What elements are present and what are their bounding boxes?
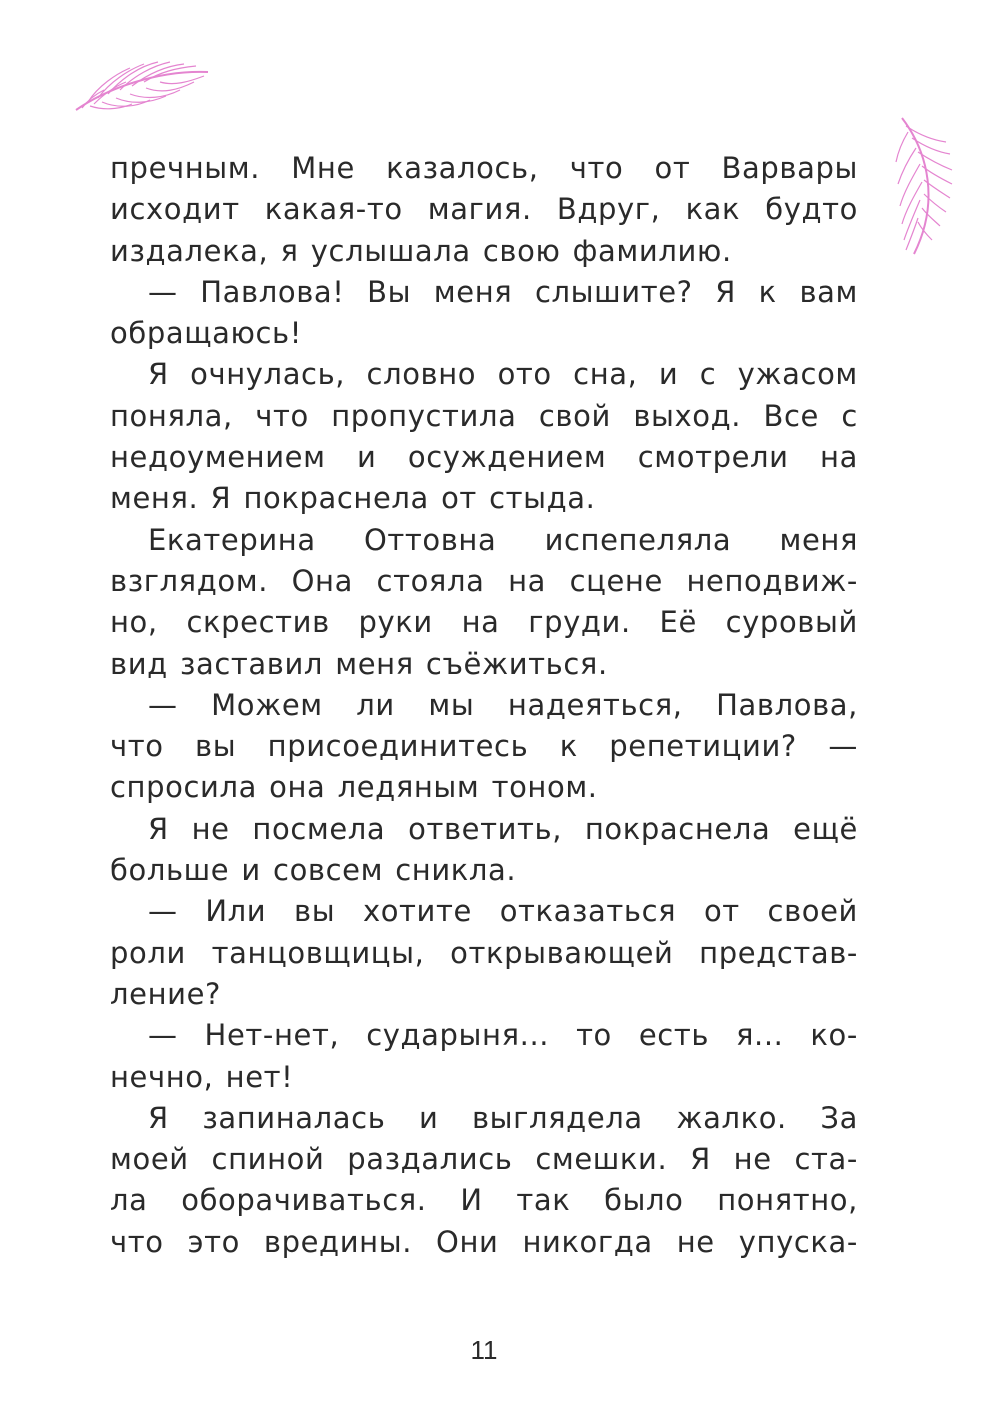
word: она bbox=[269, 770, 326, 805]
word: как bbox=[685, 192, 741, 227]
word: с bbox=[699, 357, 717, 392]
word: нет! bbox=[225, 1059, 294, 1094]
word: это bbox=[187, 1224, 240, 1259]
word: совсем bbox=[273, 853, 384, 888]
word: ото bbox=[497, 357, 552, 392]
word: посмела bbox=[252, 811, 386, 846]
word: Я bbox=[148, 1100, 169, 1135]
text-line bbox=[110, 602, 858, 643]
word: ледяным bbox=[337, 770, 480, 805]
word: к bbox=[559, 729, 578, 764]
feather-icon bbox=[68, 48, 218, 128]
word: фамилию. bbox=[572, 233, 732, 268]
word: отказаться bbox=[499, 894, 677, 929]
word: спиной bbox=[211, 1142, 325, 1177]
word: испепеляла bbox=[544, 522, 732, 557]
word: ужасом bbox=[737, 357, 858, 392]
text-line bbox=[110, 1015, 858, 1056]
word: репетиции? bbox=[609, 729, 797, 764]
text-line bbox=[110, 1139, 858, 1180]
word: — bbox=[828, 729, 858, 764]
text-line bbox=[110, 974, 858, 1015]
word: магия. bbox=[427, 192, 532, 227]
word: пречным. bbox=[110, 151, 261, 185]
word: покраснела bbox=[584, 811, 771, 846]
word: присоединитесь bbox=[267, 729, 529, 764]
word: сцене bbox=[569, 563, 663, 598]
text-line bbox=[110, 148, 858, 189]
text-line bbox=[110, 809, 858, 850]
word: к bbox=[758, 274, 777, 309]
text-line bbox=[110, 891, 858, 932]
word: За bbox=[820, 1100, 858, 1135]
word: ли bbox=[356, 687, 395, 722]
text-line bbox=[110, 354, 858, 395]
word: я bbox=[280, 233, 299, 268]
word: Я bbox=[715, 274, 737, 309]
word: вы bbox=[195, 729, 237, 764]
word: свою bbox=[482, 233, 561, 268]
word: своей bbox=[767, 894, 858, 929]
word: меня bbox=[433, 274, 513, 309]
text-line bbox=[110, 644, 858, 685]
word: очнулась, bbox=[190, 357, 346, 392]
word: сникла. bbox=[395, 853, 517, 888]
word: какая-то bbox=[264, 192, 403, 227]
word: поняла, bbox=[110, 398, 233, 433]
word: не bbox=[676, 1224, 715, 1259]
word: груди. bbox=[528, 605, 631, 640]
word: Екатерина bbox=[148, 522, 316, 557]
word: и bbox=[357, 440, 377, 475]
word: Нет-нет, bbox=[204, 1018, 340, 1053]
word: исходит bbox=[110, 192, 240, 227]
word: покраснела bbox=[243, 481, 429, 516]
word: от bbox=[441, 481, 477, 516]
word: недоумением bbox=[110, 440, 326, 475]
word: руки bbox=[358, 605, 433, 640]
text-line bbox=[110, 850, 858, 891]
word: неподвиж- bbox=[686, 563, 858, 598]
text-line bbox=[110, 726, 858, 767]
word: Павлова! bbox=[200, 274, 345, 309]
feather-icon bbox=[888, 112, 958, 262]
word: от bbox=[654, 151, 691, 185]
text-line bbox=[110, 561, 858, 602]
word: смотрели bbox=[637, 440, 789, 475]
word: меня bbox=[779, 522, 858, 557]
word: выход. bbox=[633, 398, 742, 433]
text-line bbox=[110, 933, 858, 974]
text-line bbox=[110, 396, 858, 437]
text-line bbox=[110, 685, 858, 726]
word: Вы bbox=[367, 274, 412, 309]
word: надеяться, bbox=[507, 687, 683, 722]
word: заставил bbox=[179, 646, 324, 681]
word: вы bbox=[294, 894, 336, 929]
word: что bbox=[255, 398, 309, 433]
word: тоном. bbox=[491, 770, 598, 805]
word: то bbox=[576, 1018, 612, 1053]
text-line bbox=[110, 1222, 858, 1263]
word: Я bbox=[148, 357, 169, 392]
word: от bbox=[703, 894, 740, 929]
word: Можем bbox=[211, 687, 323, 722]
word: жалко. bbox=[676, 1100, 787, 1135]
word: издалека, bbox=[110, 233, 269, 268]
page-number: 11 bbox=[470, 1335, 498, 1365]
word: что bbox=[110, 1224, 164, 1259]
word: меня. bbox=[110, 481, 199, 516]
word: Я bbox=[148, 811, 169, 846]
word: Я bbox=[210, 481, 232, 516]
word: словно bbox=[366, 357, 477, 392]
word: представ- bbox=[699, 935, 858, 970]
word: понятно, bbox=[717, 1183, 858, 1218]
word: меня bbox=[335, 646, 414, 681]
word: будто bbox=[765, 192, 858, 227]
word: И bbox=[460, 1183, 483, 1218]
word: на bbox=[461, 605, 500, 640]
word: осуждением bbox=[407, 440, 607, 475]
word: суровый bbox=[725, 605, 858, 640]
text-line bbox=[110, 767, 858, 808]
word: никогда bbox=[522, 1224, 653, 1259]
word: Или bbox=[205, 894, 267, 929]
text-line bbox=[110, 272, 858, 313]
text-line bbox=[110, 1180, 858, 1221]
word: на bbox=[820, 440, 858, 475]
word: было bbox=[604, 1183, 684, 1218]
word: но, bbox=[110, 605, 158, 640]
word: не bbox=[191, 811, 230, 846]
word: услышала bbox=[310, 233, 471, 268]
word: Они bbox=[436, 1224, 499, 1259]
word: стыда. bbox=[489, 481, 596, 516]
word: есть bbox=[638, 1018, 710, 1053]
text-line bbox=[110, 231, 858, 272]
word: что bbox=[569, 151, 624, 185]
word: мы bbox=[428, 687, 475, 722]
word: ла bbox=[110, 1183, 148, 1218]
word: танцовщицы, bbox=[211, 935, 425, 970]
word: пропустила bbox=[331, 398, 517, 433]
word: смешки. bbox=[535, 1142, 668, 1177]
word: Я bbox=[690, 1142, 711, 1177]
word: и bbox=[658, 357, 679, 392]
word: Она bbox=[291, 563, 353, 598]
word: и bbox=[418, 1100, 439, 1135]
word: открывающей bbox=[450, 935, 674, 970]
word: ко- bbox=[810, 1018, 858, 1053]
text-line bbox=[110, 1098, 858, 1139]
word: Вдруг, bbox=[556, 192, 661, 227]
word: стояла bbox=[376, 563, 485, 598]
word: больше bbox=[110, 853, 230, 888]
word: ответить, bbox=[408, 811, 563, 846]
word: — bbox=[148, 1018, 178, 1053]
word: съёжиться. bbox=[425, 646, 608, 681]
word: вредины. bbox=[263, 1224, 413, 1259]
word: — bbox=[148, 687, 178, 722]
word: раздались bbox=[347, 1142, 513, 1177]
word: — bbox=[148, 274, 178, 309]
word: вам bbox=[799, 274, 858, 309]
word: ление? bbox=[110, 976, 222, 1011]
word: обращаюсь! bbox=[110, 316, 302, 351]
text-line bbox=[110, 478, 858, 519]
text-line bbox=[110, 437, 858, 478]
word: Оттовна bbox=[363, 522, 497, 557]
word: скрестив bbox=[186, 605, 330, 640]
word: — bbox=[148, 894, 178, 929]
word: хотите bbox=[362, 894, 472, 929]
word: что bbox=[110, 729, 164, 764]
word: выглядела bbox=[471, 1100, 643, 1135]
word: казалось, bbox=[386, 151, 539, 185]
word: упуска- bbox=[738, 1224, 858, 1259]
word: роли bbox=[110, 935, 186, 970]
text-line bbox=[110, 1057, 858, 1098]
word: с bbox=[841, 398, 858, 433]
word: Её bbox=[659, 605, 697, 640]
text-line bbox=[110, 189, 858, 230]
word: я... bbox=[735, 1018, 784, 1053]
word: оборачиваться. bbox=[181, 1183, 427, 1218]
word: сударыня... bbox=[366, 1018, 550, 1053]
word: взглядом. bbox=[110, 563, 269, 598]
word: запиналась bbox=[202, 1100, 386, 1135]
word: ещё bbox=[793, 811, 858, 846]
page-text bbox=[110, 148, 858, 1263]
word: нечно, bbox=[110, 1059, 214, 1094]
word: слышите? bbox=[534, 274, 693, 309]
word: не bbox=[733, 1142, 772, 1177]
word: сна, bbox=[573, 357, 638, 392]
word: вид bbox=[110, 646, 168, 681]
word: ста- bbox=[794, 1142, 858, 1177]
text-line bbox=[110, 313, 858, 354]
word: моей bbox=[110, 1142, 189, 1177]
word: Варвары bbox=[721, 151, 858, 185]
word: Мне bbox=[291, 151, 355, 185]
word: Павлова, bbox=[716, 687, 858, 722]
word: на bbox=[508, 563, 546, 598]
word: так bbox=[516, 1183, 571, 1218]
word: и bbox=[241, 853, 261, 888]
text-line bbox=[110, 520, 858, 561]
word: свой bbox=[538, 398, 611, 433]
word: Все bbox=[763, 398, 819, 433]
word: спросила bbox=[110, 770, 257, 805]
